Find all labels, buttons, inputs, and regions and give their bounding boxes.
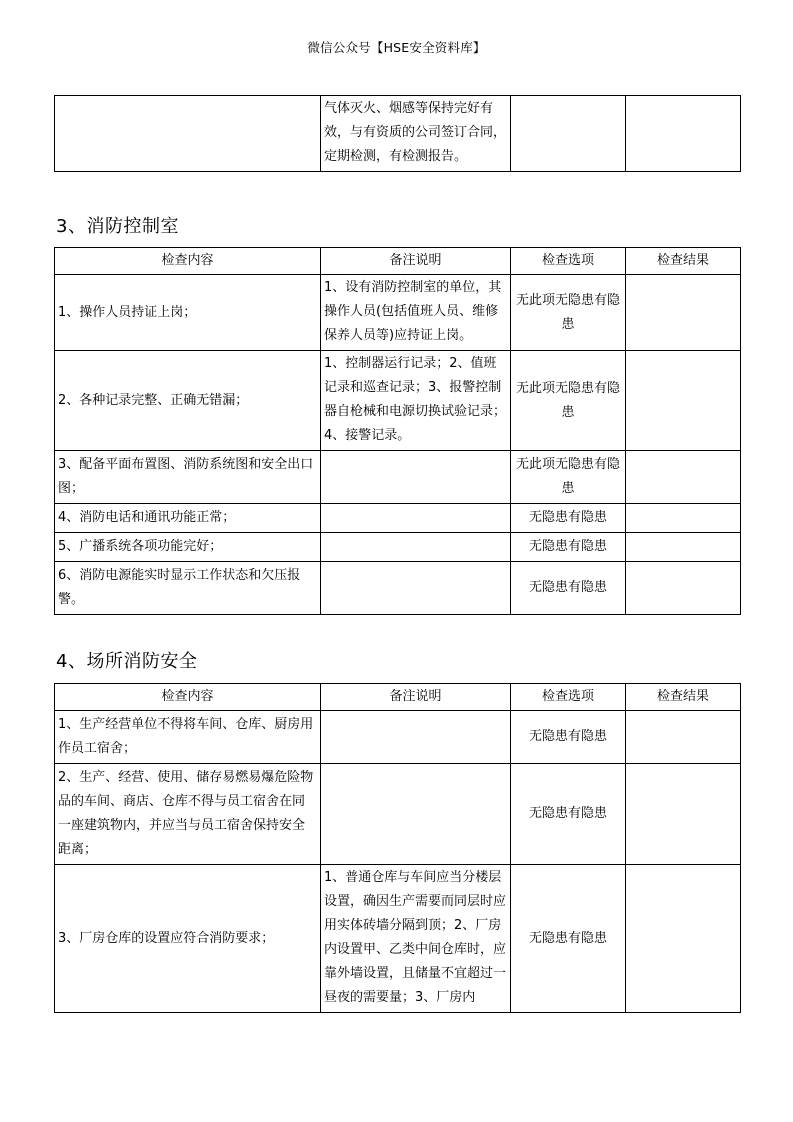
table-header-row [55,248,741,275]
section-title: 3、消防控制室 [56,216,179,237]
column-header: 检查选项 [511,684,626,711]
column-header: 检查内容 [55,684,321,711]
check-option-cell: 无此项无隐患有隐患 [511,451,626,504]
check-option-cell: 无隐患有隐患 [511,865,626,1013]
check-option-cell: 无隐患有隐患 [511,562,626,615]
check-content-cell: 6、消防电源能实时显示工作状态和欠压报警。 [55,562,321,615]
note-cell [321,764,511,865]
note-cell [321,451,511,504]
table-row [55,351,741,451]
column-header: 检查选项 [511,248,626,275]
check-option-cell: 无此项无隐患有隐患 [511,275,626,351]
table-row [55,275,741,351]
check-content-cell [55,96,321,172]
table-header-row [55,684,741,711]
column-header: 检查结果 [626,684,741,711]
note-cell: 气体灭火、烟感等保持完好有效，与有资质的公司签订合同，定期检测，有检测报告。 [321,96,511,172]
note-cell [321,562,511,615]
check-option-cell: 无隐患有隐患 [511,533,626,562]
note-cell: 1、控制器运行记录；2、值班记录和巡查记录；3、报警控制器自枪械和电源切换试验记录；4、接警记录。 [321,351,511,451]
check-content-cell: 1、生产经营单位不得将车间、仓库、厨房用作员工宿舍； [55,711,321,764]
table-row [55,562,741,615]
note-cell: 1、设有消防控制室的单位，其操作人员(包括值班人员、维修保养人员等)应持证上岗。 [321,275,511,351]
note-cell [321,533,511,562]
check-content-cell: 3、配备平面布置图、消防系统图和安全出口图； [55,451,321,504]
check-option-cell: 无隐患有隐患 [511,711,626,764]
check-content-cell: 3、厂房仓库的设置应符合消防要求； [55,865,321,1013]
check-result-cell [626,764,741,865]
table-row [55,711,741,764]
table-row [55,96,741,172]
table-row [55,865,741,1013]
column-header: 备注说明 [321,684,511,711]
check-result-cell [626,562,741,615]
check-option-cell: 无隐患有隐患 [511,764,626,865]
check-content-cell: 1、操作人员持证上岗； [55,275,321,351]
check-result-cell [626,504,741,533]
table-row [55,764,741,865]
check-content-cell: 2、生产、经营、使用、储存易燃易爆危险物品的车间、商店、仓库不得与员工宿舍在同一座建筑物内，并应当与员工宿舍保持安全距离； [55,764,321,865]
check-content-cell: 2、各种记录完整、正确无错漏； [55,351,321,451]
fire-control-room-table [54,247,741,615]
section-title: 4、场所消防安全 [56,651,198,672]
table-row [55,504,741,533]
check-result-cell [626,351,741,451]
check-result-cell [626,865,741,1013]
column-header: 备注说明 [321,248,511,275]
check-result-cell [626,533,741,562]
note-cell: 1、普通仓库与车间应当分楼层设置，确因生产需要而同层时应用实体砖墙分隔到顶；2、厂房内设置甲、乙类中间仓库时，应靠外墙设置，且储量不宜超过一昼夜的需要量；3、厂房内 [321,865,511,1013]
check-content-cell: 5、广播系统各项功能完好； [55,533,321,562]
column-header: 检查内容 [55,248,321,275]
table-row [55,451,741,504]
note-cell [321,504,511,533]
note-cell [321,711,511,764]
check-content-cell: 4、消防电话和通讯功能正常； [55,504,321,533]
check-option-cell: 无此项无隐患有隐患 [511,351,626,451]
check-result-cell [626,96,741,172]
column-header: 检查结果 [626,248,741,275]
venue-fire-safety-table [54,683,741,1013]
check-option-cell: 无隐患有隐患 [511,504,626,533]
continuation-table [54,95,741,172]
page-header: 微信公众号【HSE安全资料库】 [307,40,486,55]
check-option-cell [511,96,626,172]
table-row [55,533,741,562]
check-result-cell [626,711,741,764]
check-result-cell [626,451,741,504]
check-result-cell [626,275,741,351]
